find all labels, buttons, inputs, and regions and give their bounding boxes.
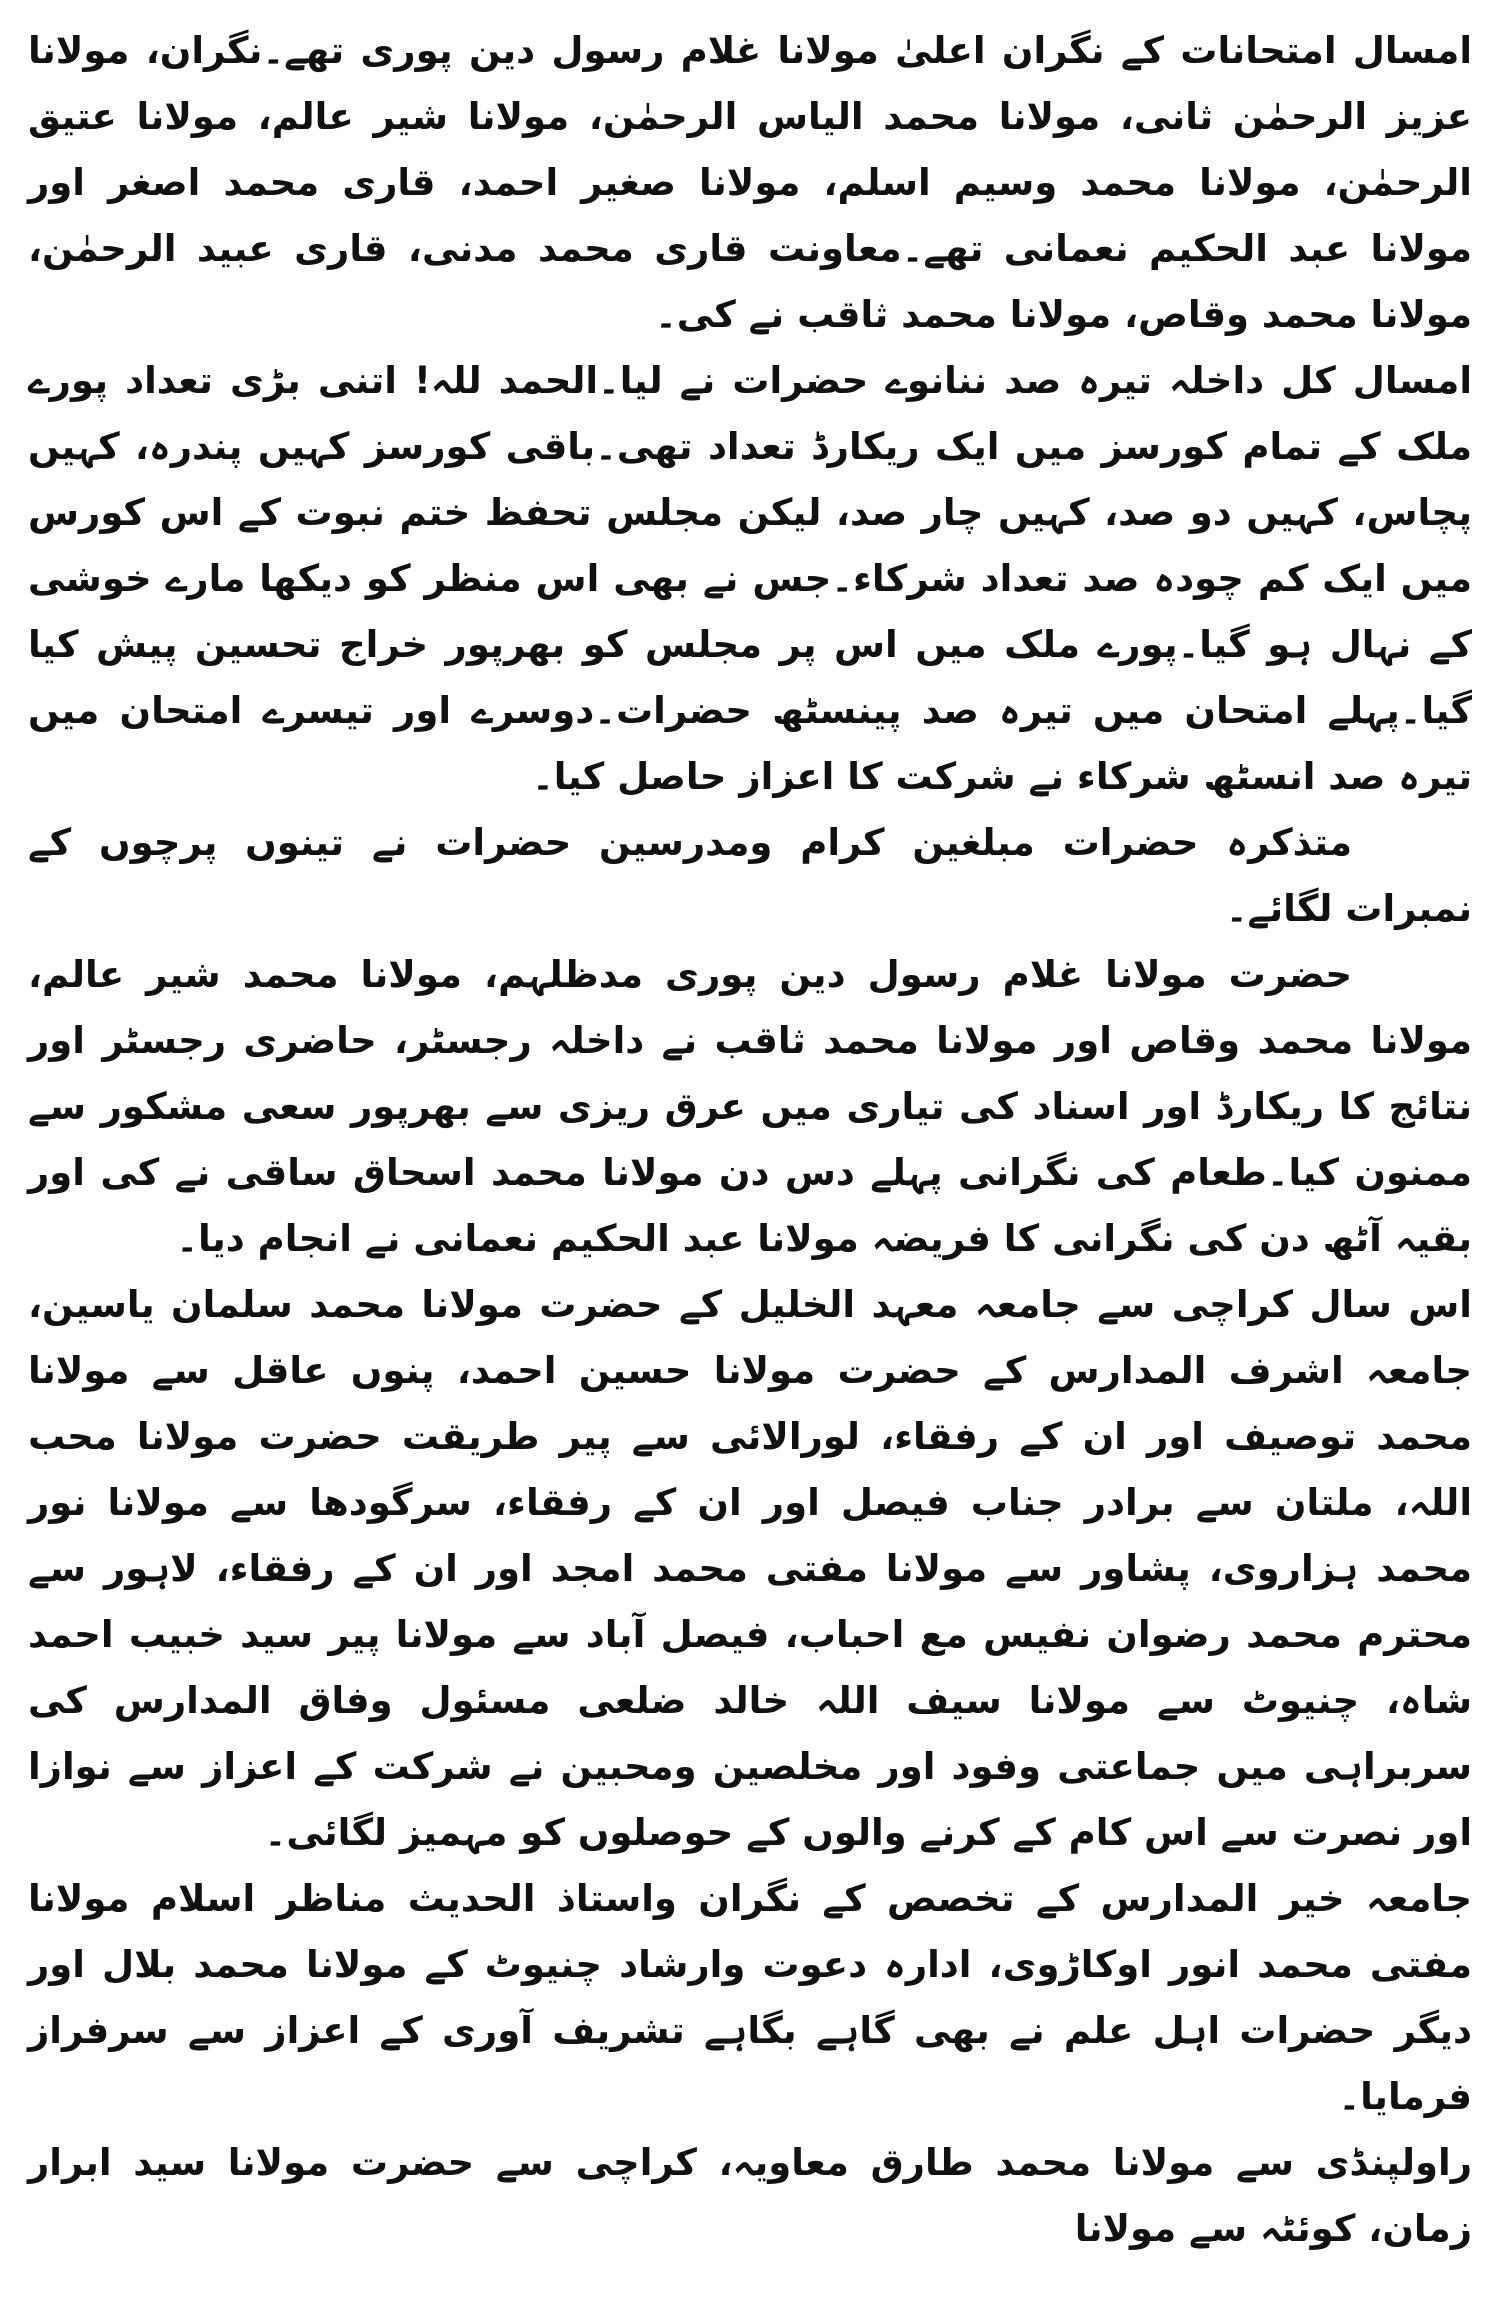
paragraph-admissions-count: امسال کل داخلہ تیرہ صد ننانوے حضرات نے لیا۔الحمد للہ! اتنی بڑی تعداد پورے ملک کے تمام کورسز میں ایک ریکارڈ تعداد تھی۔باقی کورسز کہیں پندرہ، کہیں پچاس، کہیں دو صد، کہیں چار صد، لیکن مجلس تحفظ ختم نبوت کے اس کورس میں ایک کم چودہ صد تعداد شرکاء۔جس نے بھی اس منظر کو دیکھا مارے خوشی کے نہال ہو گیا۔پورے ملک میں اس پر مجلس کو بھرپور خراج تحسین پیش کیا گیا۔پہلے امتحان میں تیرہ صد پینسٹھ حضرات۔دوسرے اور تیسرے امتحان میں تیرہ صد انسٹھ شرکاء نے شرکت کا اعزاز حاصل کیا۔ bbox=[28, 359, 1472, 798]
paragraph-scholar-visits: جامعہ خیر المدارس کے تخصص کے نگران واستاذ الحدیث مناظر اسلام مولانا مفتی محمد انور اوکاڑوی، ادارہ دعوت وارشاد چنیوٹ کے مولانا محمد بلال اور دیگر حضرات اہل علم نے بھی گاہے بگاہے تشریف آوری کے اعزاز سے سرفراز فرمایا۔ bbox=[28, 1877, 1472, 2118]
paragraph-exam-supervisors: امسال امتحانات کے نگران اعلیٰ مولانا غلام رسول دین پوری تھے۔نگران، مولانا عزیز الرحمٰن ثانی، مولانا محمد الیاس الرحمٰن، مولانا شیر عالم، مولانا عتیق الرحمٰن، مولانا محمد وسیم اسلم، مولانا صغیر احمد، قاری محمد اصغر اور مولانا عبد الحکیم نعمانی تھے۔معاونت قاری محمد مدنی، قاری عبید الرحمٰن، مولانا محمد وقاص، مولانا محمد ثاقب نے کی۔ bbox=[28, 29, 1472, 336]
paragraph-records-and-food: حضرت مولانا غلام رسول دین پوری مدظلہم، مولانا محمد شیر عالم، مولانا محمد وقاص اور مولانا محمد ثاقب نے داخلہ رجسٹر، حاضری رجسٹر اور نتائج کا ریکارڈ اور اسناد کی تیاری میں عرق ریزی سے بھرپور سعی مشکور سے ممنون کیا۔طعام کی نگرانی پہلے دس دن مولانا محمد اسحاق ساقی نے کی اور بقیہ آٹھ دن کی نگرانی کا فریضہ مولانا عبد الحکیم نعمانی نے انجام دیا۔ bbox=[28, 953, 1472, 1260]
paragraph-continued-visitors: راولپنڈی سے مولانا محمد طارق معاویہ، کراچی سے حضرت مولانا سید ابرار زمان، کوئٹہ سے مولانا bbox=[28, 2141, 1472, 2250]
paragraph-paper-markers: متذکرہ حضرات مبلغین کرام ومدرسین حضرات نے تینوں پرچوں کے نمبرات لگائے۔ bbox=[28, 821, 1472, 930]
paragraph-visiting-delegations: اس سال کراچی سے جامعہ معہد الخلیل کے حضرت مولانا محمد سلمان یاسین، جامعہ اشرف المدارس کے حضرت مولانا حسین احمد، پنوں عاقل سے مولانا محمد توصیف اور ان کے رفقاء، لورالائی سے پیر طریقت حضرت مولانا محب اللہ، ملتان سے برادر جناب فیصل اور ان کے رفقاء، سرگودھا سے مولانا نور محمد ہزاروی، پشاور سے مولانا مفتی محمد امجد اور ان کے رفقاء، لاہور سے محترم محمد رضوان نفیس مع احباب، فیصل آباد سے مولانا پیر سید خبیب احمد شاہ، چنیوٹ سے مولانا سیف اللہ خالد ضلعی مسئول وفاق المدارس کی سربراہی میں جماعتی وفود اور مخلصین ومحبین نے شرکت کے اعزاز سے نوازا اور نصرت سے اس کام کے کرنے والوں کے حوصلوں کو مہمیز لگائی۔ bbox=[28, 1283, 1472, 1854]
